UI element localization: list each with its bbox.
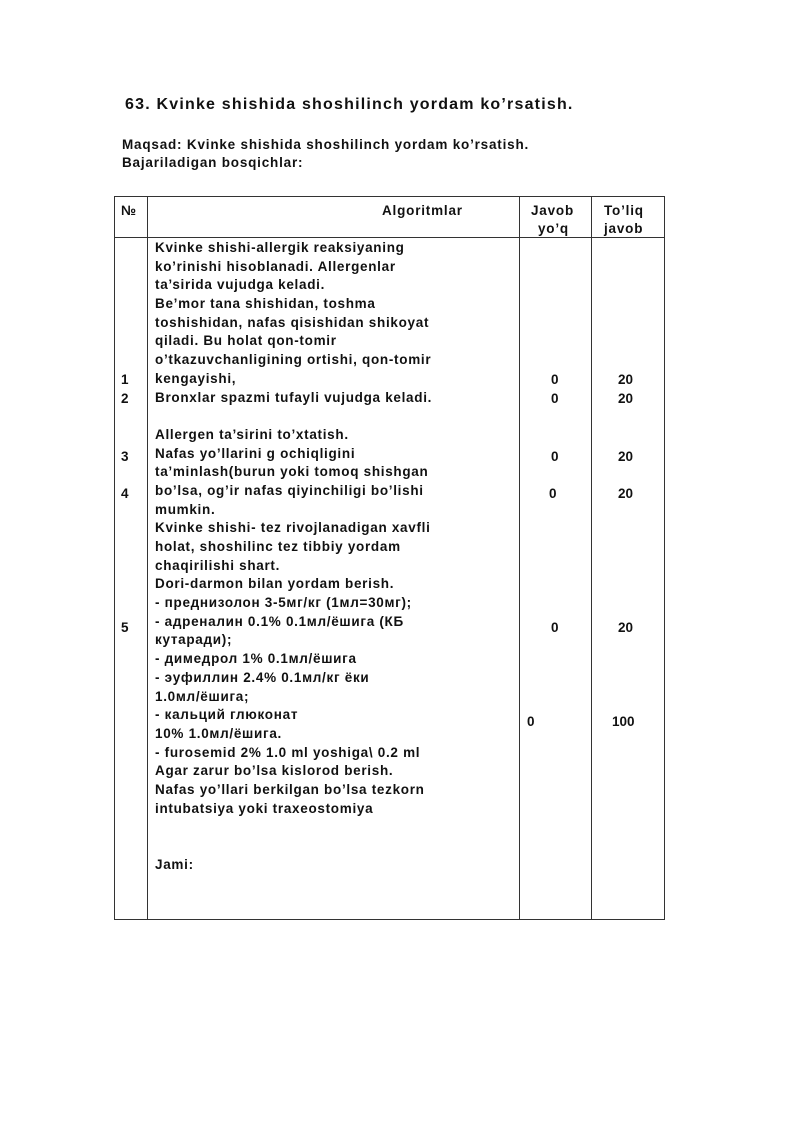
algo-line: - адреналин 0.1% 0.1мл/ёшига (КБ — [155, 613, 404, 629]
table-border-top — [114, 196, 665, 197]
algo-line: Nafas yo’llarini g ochiqligini — [155, 445, 356, 461]
purpose-text: Maqsad: Kvinke shishida shoshilinch yordam ko’rsatish. — [122, 137, 530, 152]
row-number: 5 — [121, 620, 129, 635]
algo-line: intubatsiya yoki traxeostomiya — [155, 800, 374, 816]
algo-line: Be’mor tana shishidan, toshma — [155, 296, 376, 312]
total-label: Jami: — [155, 856, 194, 872]
table-border-bottom — [114, 919, 665, 920]
row-full-value: 20 — [618, 372, 634, 387]
algo-line: Agar zarur bo’lsa kislorod berish. — [155, 763, 394, 779]
algo-line — [155, 407, 432, 426]
row-javob-value: 0 — [549, 486, 557, 501]
algo-line: ko’rinishi hisoblanadi. Allergenlar — [155, 258, 396, 274]
algo-line: Kvinke shishi-allergik reaksiyaning — [155, 240, 405, 255]
row-full-value: 20 — [618, 620, 634, 635]
algo-line: - furosemid 2% 1.0 ml yoshiga\ 0.2 ml — [155, 744, 421, 760]
row-full-value: 20 — [618, 391, 634, 406]
algo-line: chaqirilishi shart. — [155, 557, 281, 573]
algo-line: mumkin. — [155, 501, 216, 517]
algo-line: bo’lsa, og’ir nafas qiyinchiligi bo’lishi — [155, 482, 424, 498]
table-border-left — [114, 196, 115, 920]
column-divider-2 — [519, 196, 520, 920]
algo-line — [155, 818, 432, 837]
algo-line: Dori-darmon bilan yordam berish. — [155, 576, 395, 592]
algo-line: Nafas yo’llari berkilgan bo’lsa tezkorn — [155, 781, 425, 797]
algo-line: - димедрол 1% 0.1мл/ёшига — [155, 651, 357, 667]
algo-line: кутаради); — [155, 632, 233, 648]
algo-line: qiladi. Bu holat qon-tomir — [155, 333, 337, 349]
header-javob-line1: Javob — [531, 203, 575, 218]
row-number: 3 — [121, 449, 129, 464]
row-javob-value: 0 — [551, 620, 559, 635]
algo-line: Kvinke shishi- tez rivojlanadigan xavfli — [155, 520, 431, 536]
header-algorithms: Algoritmlar — [382, 203, 463, 218]
algo-line: - преднизолон 3-5мг/кг (1мл=30мг); — [155, 595, 412, 611]
algo-line: toshishidan, nafas qisishidan shikoyat — [155, 314, 430, 330]
intro-block — [122, 136, 529, 172]
algo-line: kengayishi, — [155, 370, 237, 386]
algo-line: ta’sirida vujudga keladi. — [155, 277, 326, 293]
header-number: № — [121, 203, 137, 218]
row-number: 1 — [121, 372, 129, 387]
row-javob-value: 0 — [551, 449, 559, 464]
algo-line: holat, shoshilinc tez tibbiy yordam — [155, 539, 401, 554]
column-divider-3 — [591, 196, 592, 920]
algorithm-text — [155, 239, 432, 874]
column-divider-1 — [147, 196, 148, 920]
algo-line: - эуфиллин 2.4% 0.1мл/кг ёки — [155, 669, 370, 685]
row-javob-value: 0 — [551, 372, 559, 387]
table-border-right — [664, 196, 665, 920]
header-divider — [114, 237, 665, 238]
algo-line: 1.0мл/ёшига; — [155, 688, 250, 704]
row-full-value: 20 — [618, 486, 634, 501]
document-title: 63. Kvinke shishida shoshilinch yordam ko’rsatish. — [125, 96, 574, 113]
stages-text: Bajariladigan bosqichlar: — [122, 155, 304, 170]
algo-line: - кальций глюконат — [155, 707, 299, 723]
algo-line: ta’minlash(burun yoki tomoq shishgan — [155, 464, 429, 480]
algo-line: 10% 1.0мл/ёшига. — [155, 725, 282, 741]
header-full-line1: To’liq — [604, 203, 644, 218]
row-full-value: 20 — [618, 449, 634, 464]
row-number: 2 — [121, 391, 129, 406]
total-full-value: 100 — [612, 714, 635, 729]
total-javob-value: 0 — [527, 714, 535, 729]
algo-line: Allergen ta’sirini to’xtatish. — [155, 426, 349, 442]
row-number: 4 — [121, 486, 129, 501]
algo-line: Bronxlar spazmi tufayli vujudga keladi. — [155, 389, 433, 405]
algo-line: o’tkazuvchanligining ortishi, qon-tomir — [155, 352, 432, 368]
header-javob-line2: yo’q — [538, 221, 569, 236]
header-full-line2: javob — [604, 221, 644, 236]
algo-line — [155, 837, 432, 856]
row-javob-value: 0 — [551, 391, 559, 406]
